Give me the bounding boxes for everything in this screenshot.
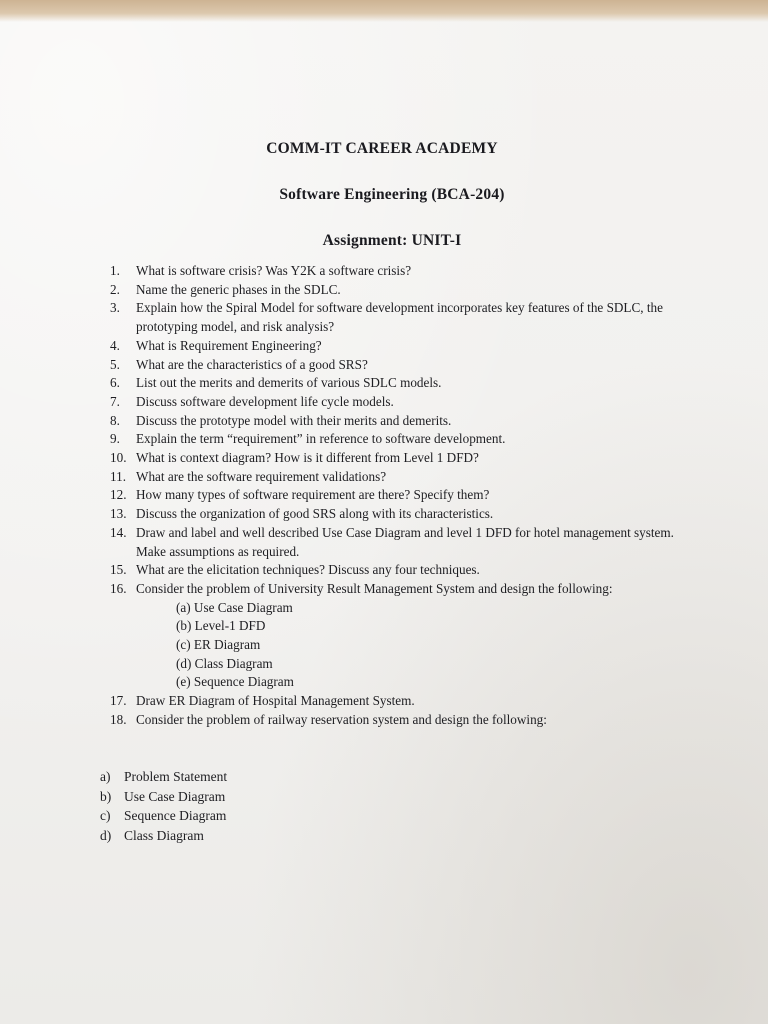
question-item: 16. Consider the problem of University Result Management System and design the following: — [110, 580, 613, 596]
assignment-title: Assignment: UNIT-I — [322, 232, 462, 249]
q16-sub-list — [136, 599, 294, 693]
subject-title: Software Engineering (BCA-204) — [279, 186, 505, 203]
q18-part-item: b) Use Case Diagram — [100, 788, 226, 804]
question-item: 6. List out the merits and demerits of various SDLC models. — [110, 375, 442, 391]
q18-part-item: a) Problem Statement — [100, 769, 228, 784]
question-item: 3. Explain how the Spiral Model for software development incorporates key features of the SDLC, the prototyping model, and risk analysis? — [110, 300, 663, 335]
question-item: 7. Discuss software development life cycle models. — [110, 393, 394, 409]
question-item: 17. Draw ER Diagram of Hospital Management System. — [110, 693, 415, 709]
question-item: 5. What are the characteristics of a good SRS? — [110, 356, 368, 372]
question-item: 4. What is Requirement Engineering? — [110, 337, 322, 353]
q16-part-item: (e) Sequence Diagram — [176, 674, 294, 690]
question-item: 9. Explain the term “requirement” in reference to software development. — [110, 431, 506, 447]
academy-title: COMM-IT CAREER ACADEMY — [266, 140, 498, 157]
question-item: 12. How many types of software requirement are there? Specify them? — [110, 487, 490, 503]
question-item: 11. What are the software requirement validations? — [110, 468, 387, 484]
q18-part-item: d) Class Diagram — [100, 827, 204, 843]
q16-part-item: (a) Use Case Diagram — [176, 599, 293, 615]
question-item: 14. Draw and label and well described Use Case Diagram and level 1 DFD for hotel management system. Make assumptions as required. — [110, 524, 674, 559]
question-item: 10. What is context diagram? How is it different from Level 1 DFD? — [110, 450, 479, 466]
q16-part-item: (b) Level-1 DFD — [176, 618, 266, 634]
paper-top-edge — [0, 0, 768, 22]
question-item: 8. Discuss the prototype model with their merits and demerits. — [110, 412, 452, 428]
q16-part-item: (d) Class Diagram — [176, 655, 273, 671]
q16-parts — [110, 599, 690, 693]
question-item: 15. What are the elicitation techniques? Discuss any four techniques. — [110, 562, 480, 578]
question-item: 1. What is software crisis? Was Y2K a software crisis? — [110, 263, 412, 278]
question-list — [110, 262, 690, 730]
question-item: 18. Consider the problem of railway reservation system and design the following: — [110, 711, 547, 727]
question-item: 13. Discuss the organization of good SRS along with its characteristics. — [110, 506, 494, 522]
question-item: 2. Name the generic phases in the SDLC. — [110, 281, 341, 297]
q18-part-item: c) Sequence Diagram — [100, 808, 227, 823]
q18-parts-list — [100, 767, 227, 845]
q16-part-item: (c) ER Diagram — [176, 637, 261, 653]
